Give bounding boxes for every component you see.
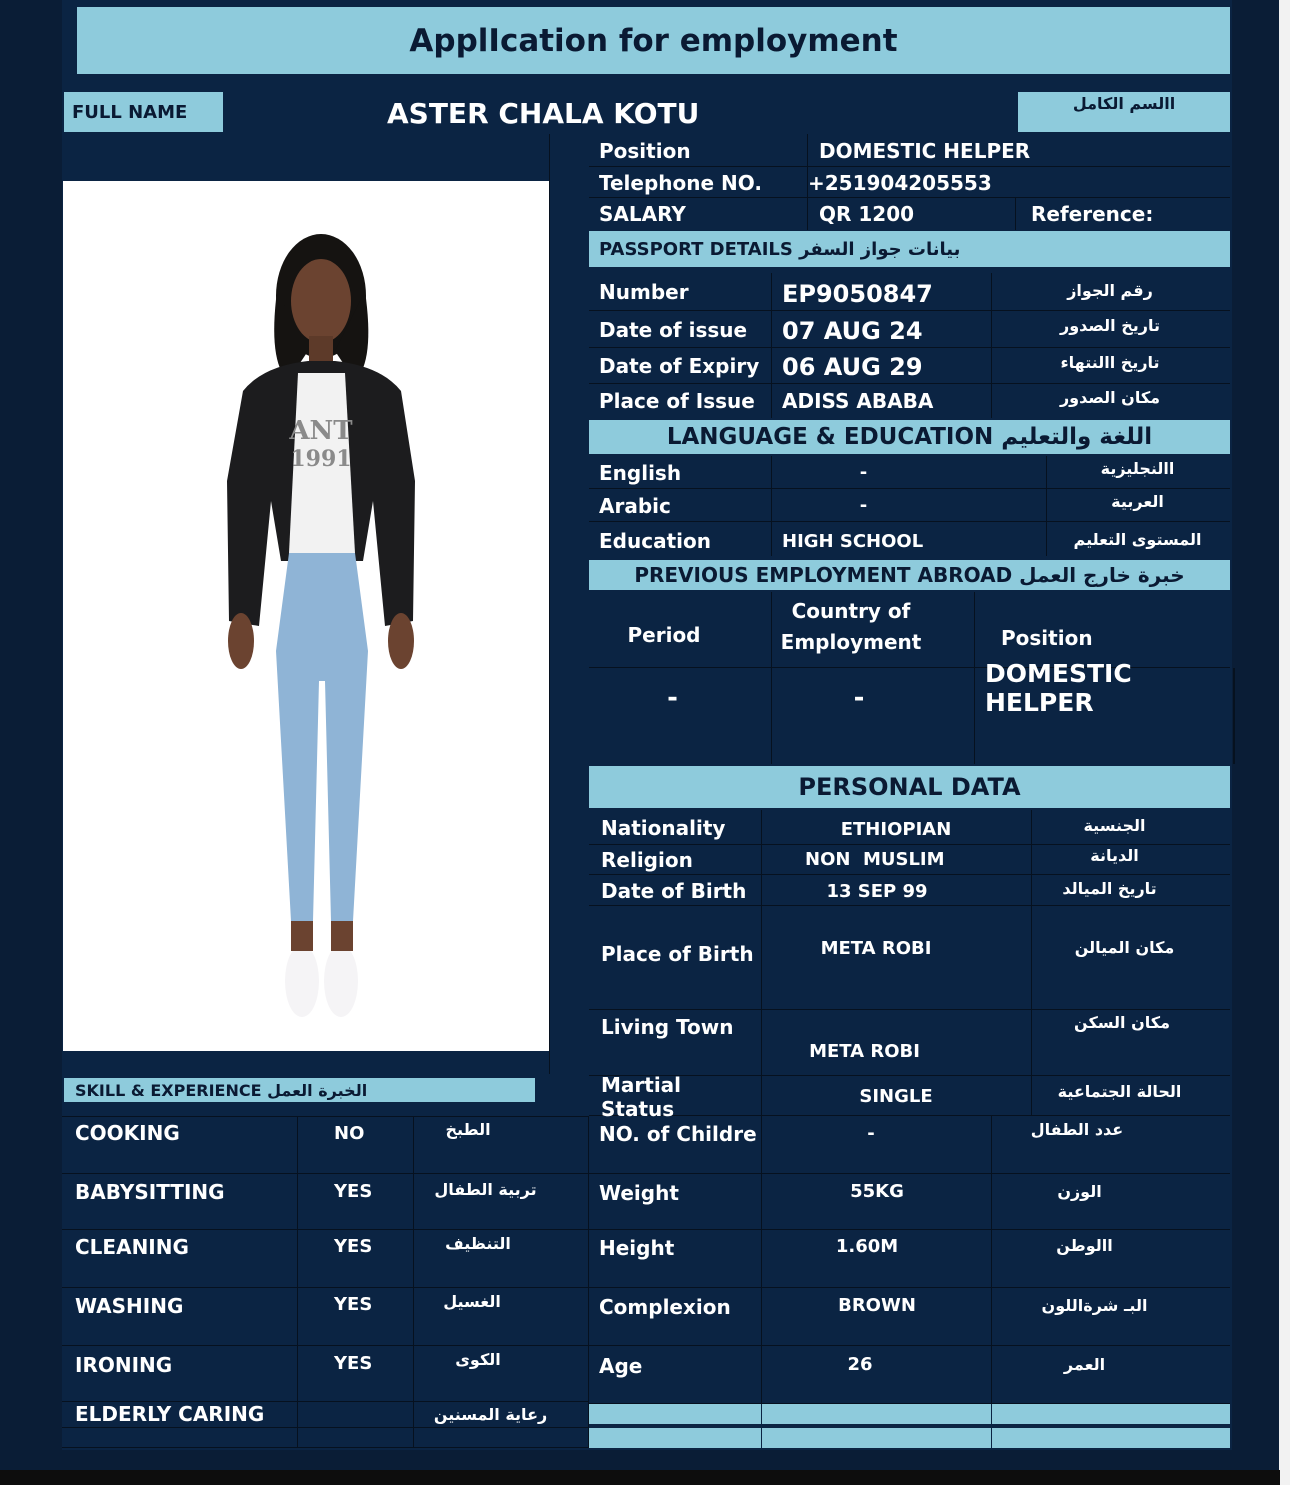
salary-label: SALARY (599, 202, 686, 226)
age-arabic: العمر (1063, 1354, 1106, 1374)
scan-edge (1279, 0, 1290, 1485)
height-value: 1.60M (835, 1235, 899, 1257)
living-town-arabic: مكان السكن (1074, 1012, 1170, 1032)
age-value: 26 (847, 1353, 873, 1375)
period-header: Period (627, 623, 701, 647)
skill-cleaning-value: YES (334, 1235, 373, 1257)
skill-cooking-value: NO (334, 1122, 365, 1144)
nationality-value: ETHIOPIAN (840, 818, 952, 840)
telephone-value: +251904205553 (808, 170, 992, 195)
dob-arabic: تاريخ الميالد (1062, 878, 1157, 898)
date-of-expiry-value: 06 AUG 29 (782, 353, 923, 381)
position-header: Position (1001, 626, 1093, 650)
english-label: English (599, 460, 682, 485)
skill-washing-arabic: الغسيل (443, 1291, 501, 1311)
date-of-issue-label: Date of issue (599, 317, 748, 342)
nationality-label: Nationality (601, 815, 726, 840)
passport-number-arabic: رقم الجواز (1067, 280, 1153, 300)
nationality-arabic: الجنسية (1083, 815, 1146, 835)
date-of-expiry-label: Date of Expiry (599, 354, 760, 378)
empty-row (589, 1404, 1230, 1426)
children-label: NO. of Childre (599, 1122, 757, 1146)
education-label: Education (599, 529, 711, 553)
country-header: Country of Employment (780, 599, 922, 654)
complexion-arabic: البـ شرةاللون (1041, 1295, 1148, 1315)
page-title: ApplIcation for employment (77, 7, 1230, 74)
skill-washing-value: YES (334, 1293, 373, 1315)
passport-number-value: EP9050847 (782, 280, 933, 308)
position-label: Position (599, 138, 691, 163)
position-value: DOMESTIC HELPER (819, 138, 1031, 163)
period-value: - (667, 683, 678, 713)
marital-status-arabic: الحالة الجتماعية (1057, 1081, 1182, 1101)
living-town-label: Living Town (601, 1015, 734, 1039)
arabic-value: - (859, 495, 868, 516)
education-arabic: المستوى التعليم (1073, 529, 1202, 549)
living-town-value: META ROBI (809, 1040, 920, 1062)
passport-heading: PASSPORT DETAILS بيانات جواز السفر (589, 231, 1230, 267)
place-of-issue-arabic: مكان الصدور (1059, 387, 1161, 407)
skill-washing-label: WASHING (75, 1294, 184, 1318)
country-value: - (853, 683, 865, 713)
full-name-arabic: االسم الكامل (1018, 92, 1230, 132)
skills-heading: SKILL & EXPERIENCE الخبرة العمل (64, 1078, 535, 1102)
skill-babysitting-value: YES (334, 1180, 373, 1202)
empty-row (589, 1428, 1230, 1448)
education-value: HIGH SCHOOL (782, 530, 924, 552)
complexion-label: Complexion (599, 1295, 731, 1319)
arabic-label: Arabic (599, 493, 671, 518)
language-heading: LANGUAGE & EDUCATION اللغة والتعليم (589, 420, 1230, 454)
dob-label: Date of Birth (601, 878, 747, 903)
children-value: - (867, 1122, 875, 1144)
applicant-photo (63, 181, 549, 1051)
skill-cooking-arabic: الطبخ (445, 1119, 491, 1139)
skill-cleaning-arabic: التنظيف (445, 1233, 511, 1253)
place-of-issue-value: ADISS ABABA (782, 389, 934, 413)
age-label: Age (599, 1354, 643, 1378)
arabic-arabic: العربية (1111, 492, 1164, 511)
weight-arabic: الوزن (1057, 1181, 1102, 1201)
reference-label: Reference: (1031, 202, 1154, 226)
full-name-label: FULL NAME (64, 92, 223, 132)
svg-text:1991: 1991 (290, 446, 352, 472)
svg-text:ANT: ANT (289, 416, 353, 446)
date-of-issue-arabic: تاريخ الصدور (1060, 315, 1160, 335)
skill-ironing-label: IRONING (75, 1353, 173, 1377)
skill-elderly-caring-label: ELDERLY CARING (75, 1402, 265, 1426)
pob-arabic: مكان الميالن (1074, 937, 1175, 957)
complexion-value: BROWN (838, 1294, 916, 1316)
marital-status-value: SINGLE (859, 1085, 933, 1107)
religion-arabic: الديانة (1090, 845, 1139, 865)
skill-ironing-value: YES (334, 1352, 373, 1374)
skill-babysitting-label: BABYSITTING (75, 1180, 225, 1204)
skill-cleaning-label: CLEANING (75, 1235, 189, 1259)
date-of-expiry-arabic: تاريخ االنتهاء (1060, 352, 1160, 372)
salary-value: QR 1200 (819, 202, 915, 226)
height-label: Height (599, 1236, 675, 1260)
dob-value: 13 SEP 99 (826, 880, 928, 902)
height-arabic: االوطن (1056, 1235, 1113, 1255)
religion-value: NON MUSLIM (805, 848, 945, 870)
religion-label: Religion (601, 848, 693, 872)
scan-edge (0, 1470, 1280, 1485)
personal-data-heading: PERSONAL DATA (589, 766, 1230, 808)
children-arabic: عدد الطفال (1030, 1119, 1124, 1139)
telephone-label: Telephone NO. (599, 170, 762, 195)
date-of-issue-value: 07 AUG 24 (782, 317, 923, 345)
skill-ironing-arabic: الكوى (455, 1349, 501, 1369)
marital-status-label: Martial Status (601, 1073, 682, 1121)
english-arabic: االنجليزية (1100, 459, 1175, 478)
skill-cooking-label: COOKING (75, 1121, 180, 1145)
passport-number-label: Number (599, 280, 689, 304)
skill-elderly-caring-arabic: رعاية المسنين (433, 1404, 548, 1424)
pob-value: META ROBI (820, 937, 932, 959)
full-name-value: ASTER CHALA KOTU (387, 96, 700, 130)
english-value: - (859, 462, 868, 483)
skill-babysitting-arabic: تربية الطفال (434, 1179, 537, 1199)
skill-elderly-caring-value (334, 1400, 404, 1428)
pob-label: Place of Birth (601, 941, 754, 966)
place-of-issue-label: Place of Issue (599, 389, 755, 413)
weight-value: 55KG (850, 1180, 904, 1202)
previous-employment-heading: PREVIOUS EMPLOYMENT ABROAD خبرة خارج العمل (589, 560, 1230, 590)
previous-position-value: DOMESTIC HELPER (985, 659, 1132, 717)
weight-label: Weight (599, 1181, 679, 1205)
